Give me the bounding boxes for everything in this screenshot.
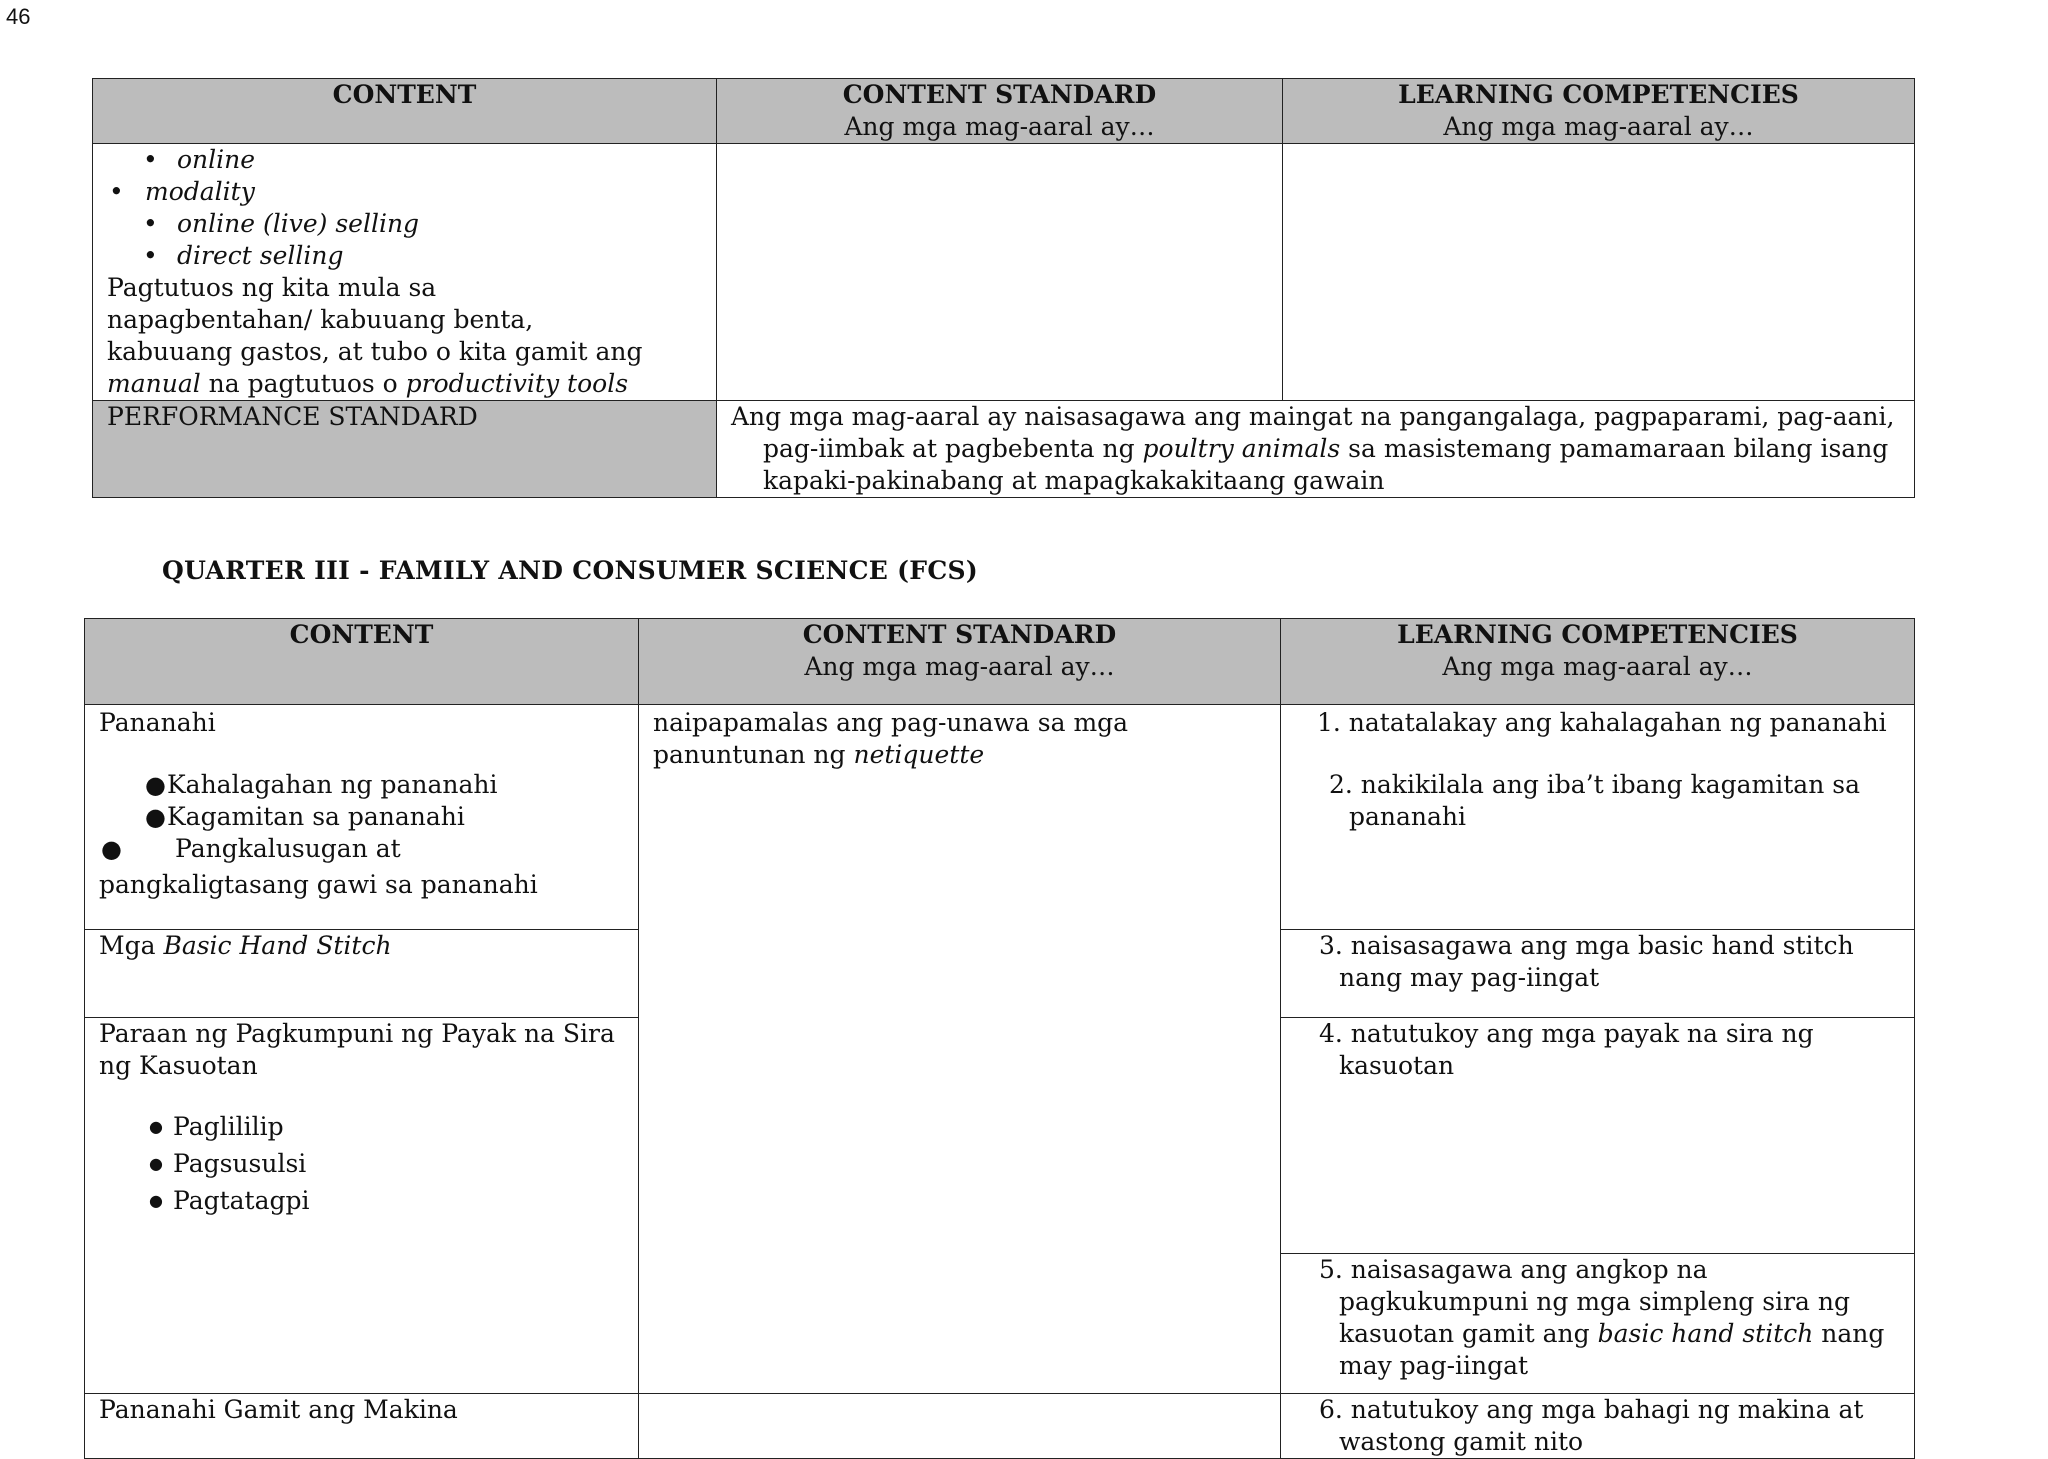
bullet-item: • modality — [93, 176, 702, 208]
italic-text: productivity tools — [405, 369, 629, 398]
competency-text: 5. naisasagawa ang angkop na pagkukumpuni ng mga simpleng sira ng kasuotan gamit ang — [1319, 1255, 1850, 1348]
header-title: LEARNING COMPETENCIES — [1397, 620, 1798, 649]
bullet-item: ● Pagsusulsi — [85, 1145, 624, 1182]
content-standard-cell — [717, 144, 1283, 401]
competency-item: 4. natutukoy ang mga payak na sira ng kasuotan — [1319, 1019, 1814, 1080]
performance-text: Ang mga mag-aaral ay naisasagawa ang maingat na pangangalaga, pagpaparami, pag-aani, pag-iimbak at pagbebenta ng — [731, 402, 1895, 463]
italic-text: Basic Hand Stitch — [163, 931, 392, 960]
page-number: 46 — [6, 4, 31, 29]
header-subtitle: Ang mga mag-aaral ay… — [844, 112, 1155, 141]
section-title: QUARTER III - FAMILY AND CONSUMER SCIENCE (FCS) — [162, 556, 979, 585]
content-title: Paraan ng Pagkumpuni ng Payak na Sira ng Kasuotan — [99, 1019, 615, 1080]
learning-competencies-cell — [1283, 144, 1915, 401]
header-subtitle: Ang mga mag-aaral ay… — [1443, 112, 1754, 141]
content-cell — [85, 1018, 639, 1394]
header-content-standard — [639, 619, 1281, 705]
performance-text: sa masistemang pamamaraan bilang isang kapaki-pakinabang at mapagkakakitaang gawain — [763, 434, 1889, 495]
competency-cell — [1281, 705, 1915, 930]
bullet-item: ● Kahalagahan ng pananahi — [85, 769, 624, 801]
italic-text: manual — [107, 369, 201, 398]
performance-standard-label: PERFORMANCE STANDARD — [93, 401, 717, 498]
header-title: CONTENT STANDARD — [802, 620, 1117, 649]
header-content — [85, 619, 639, 705]
header-learning-competencies — [1281, 619, 1915, 705]
header-title: LEARNING COMPETENCIES — [1398, 80, 1799, 109]
header-title: CONTENT STANDARD — [842, 80, 1157, 109]
competency-item — [1295, 1254, 1900, 1382]
content-text: pangkaligtasang gawi sa pananahi — [99, 870, 538, 899]
content-title: Pananahi — [99, 708, 216, 737]
header-title: CONTENT — [332, 80, 477, 109]
content-table-top — [92, 78, 1915, 498]
competency-item: 1. natatalakay ang kahalagahan ng pananahi — [1317, 708, 1887, 737]
competency-cell — [1281, 1254, 1915, 1394]
italic-text: poultry animals — [1142, 434, 1341, 463]
bullet-item: • online (live) selling — [93, 208, 702, 240]
bullet-item: ● Pangkalusugan at — [85, 833, 624, 865]
header-subtitle: Ang mga mag-aaral ay… — [804, 652, 1115, 681]
content-cell — [93, 144, 717, 401]
header-content-standard — [717, 79, 1283, 144]
bullet-item: • online — [93, 144, 702, 176]
italic-text: netiquette — [853, 740, 985, 769]
header-title: CONTENT — [289, 620, 434, 649]
competency-cell — [1281, 930, 1915, 1018]
content-standard-cell — [639, 705, 1281, 1394]
competency-item: 2. nakikilala ang iba’t ibang kagamitan sa pananahi — [1329, 770, 1860, 831]
competency-text: nang may pag-iingat — [1339, 1319, 1885, 1380]
bullet-item: ● Pagtatagpi — [85, 1182, 624, 1219]
content-table-quarter-3 — [84, 618, 1915, 1459]
computation-line: kabuuang gastos, at tubo o kita gamit ang — [107, 337, 643, 366]
bullet-item: • direct selling — [93, 240, 702, 272]
computation-text: na pagtutuos o — [200, 369, 406, 398]
bullet-item: ● Kagamitan sa pananahi — [85, 801, 624, 833]
computation-line: Pagtutuos ng kita mula sa — [107, 273, 437, 302]
performance-standard-text — [717, 401, 1915, 498]
header-content — [93, 79, 717, 144]
header-subtitle: Ang mga mag-aaral ay… — [1442, 652, 1753, 681]
competency-item: 3. naisasagawa ang mga basic hand stitch nang may pag-iingat — [1319, 931, 1854, 992]
content-text: Mga — [99, 931, 164, 960]
bullet-item: ● Paglililip — [85, 1108, 624, 1145]
content-cell — [85, 930, 639, 1018]
standard-text: naipapamalas ang pag-unawa sa mga panuntunan ng — [653, 708, 1129, 769]
content-cell: Pananahi Gamit ang Makina — [85, 1394, 639, 1459]
computation-line: napagbentahan/ kabuuang benta, — [107, 305, 534, 334]
competency-cell — [1281, 1018, 1915, 1254]
content-cell — [85, 705, 639, 930]
header-learning-competencies — [1283, 79, 1915, 144]
competency-item: 6. natutukoy ang mga bahagi ng makina at wastong gamit nito — [1319, 1395, 1864, 1456]
computation-line — [93, 368, 702, 400]
italic-text: basic hand stitch — [1597, 1319, 1814, 1348]
